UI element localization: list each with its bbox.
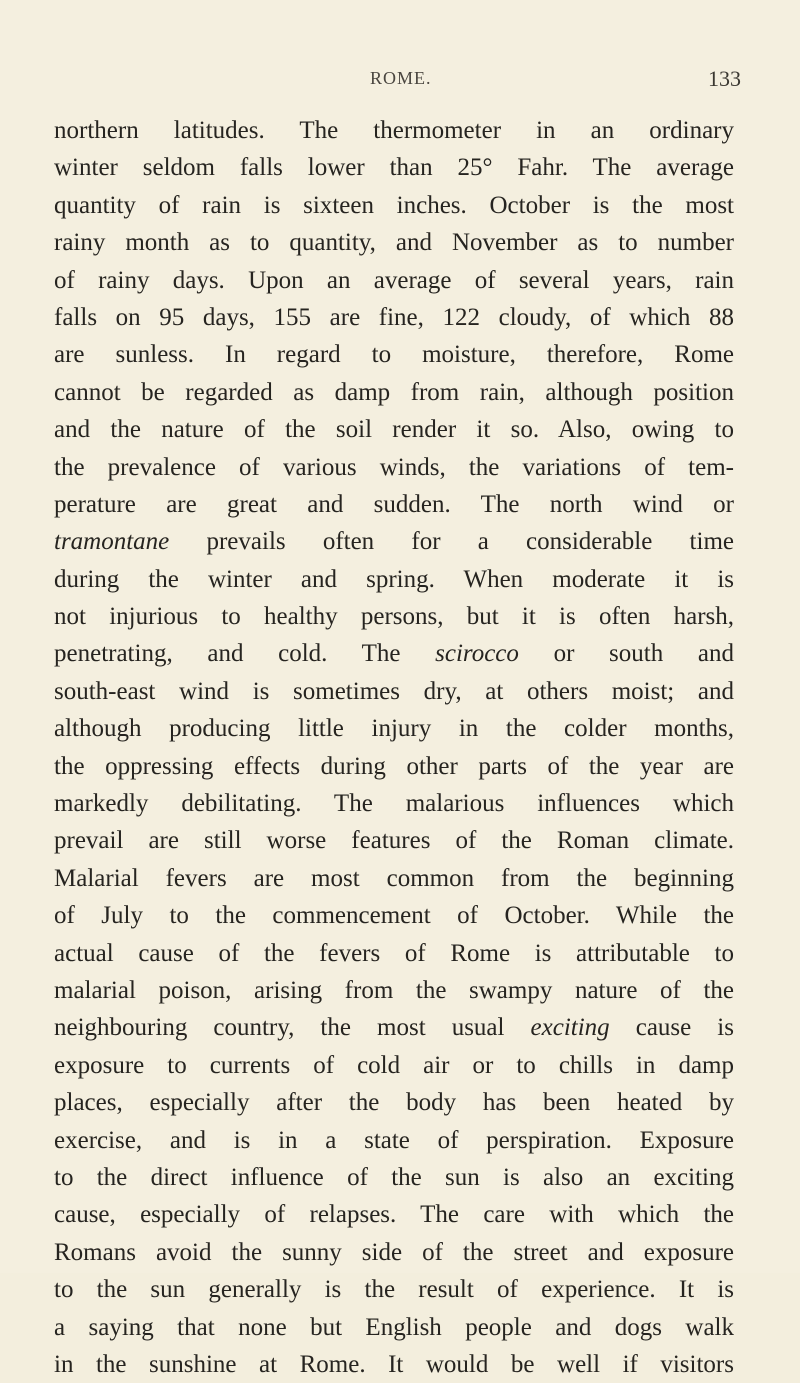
- text-line: and the nature of the soil render it so. Also, owing to: [54, 416, 734, 444]
- text-line: perature are great and sudden. The north wind or: [54, 490, 734, 518]
- text-line: the prevalence of various winds, the variations of tem-: [54, 453, 734, 481]
- text-line: south-east wind is sometimes dry, at others moist; and: [54, 677, 734, 705]
- text-line: winter seldom falls lower than 25° Fahr. The average: [54, 154, 734, 182]
- text-line: not injurious to healthy persons, but it is often harsh,: [54, 603, 734, 631]
- text-line: cause, especially of relapses. The care with which the: [54, 1201, 734, 1229]
- running-title: ROME.: [370, 68, 432, 88]
- italic-term: exciting: [530, 1014, 610, 1042]
- text-line: places, especially after the body has been heated by: [54, 1089, 734, 1117]
- text-line: falls on 95 days, 155 are fine, 122 cloudy, of which 88: [54, 303, 734, 331]
- text-line: markedly debilitating. The malarious influences which: [54, 790, 734, 818]
- text-line: [54, 523, 734, 560]
- text-line: cannot be regarded as damp from rain, although position: [54, 378, 734, 406]
- text-line: prevail are still worse features of the Roman climate.: [54, 827, 734, 855]
- line-start: penetrating, and cold. The: [54, 640, 436, 668]
- body-paragraph: [54, 112, 734, 1383]
- page-number: 133: [708, 66, 741, 91]
- text-line: to the sun generally is the result of experience. It is: [54, 1276, 734, 1304]
- line-start: neighbouring country, the most usual: [54, 1014, 531, 1042]
- text-line: Malarial fevers are most common from the beginning: [54, 864, 734, 892]
- text-line: are sunless. In regard to moisture, therefore, Rome: [54, 341, 734, 369]
- text-line: during the winter and spring. When moderate it is: [54, 565, 734, 593]
- line-rest: or south and: [518, 640, 734, 668]
- text-line: of rainy days. Upon an average of several years, rain: [54, 266, 734, 294]
- italic-term: tramontane: [54, 528, 170, 556]
- italic-term: scirocco: [435, 640, 519, 668]
- text-line: although producing little injury in the colder months,: [54, 715, 734, 743]
- text-line: northern latitudes. The thermometer in an ordinary: [54, 117, 734, 144]
- running-head: [0, 68, 800, 94]
- text-line: a saying that none but English people and dogs walk: [54, 1313, 734, 1341]
- text-line: [54, 1009, 734, 1046]
- text-line: malarial poison, arising from the swampy nature of the: [54, 976, 734, 1004]
- text-line: Romans avoid the sunny side of the street and exposure: [54, 1238, 734, 1266]
- text-line: rainy month as to quantity, and November as to number: [54, 229, 734, 257]
- line-rest: prevails often for a considerable time: [169, 528, 734, 556]
- text-line: to the direct influence of the sun is also an exciting: [54, 1163, 734, 1191]
- text-line: the oppressing effects during other parts of the year are: [54, 752, 734, 780]
- text-line: actual cause of the fevers of Rome is attributable to: [54, 939, 734, 967]
- text-line: exposure to currents of cold air or to chills in damp: [54, 1051, 734, 1079]
- text-line: of July to the commencement of October. While the: [54, 902, 734, 930]
- text-line: quantity of rain is sixteen inches. October is the most: [54, 191, 734, 219]
- line-rest: cause is: [609, 1014, 734, 1042]
- text-line: [54, 635, 734, 672]
- text-line: exercise, and is in a state of perspiration. Exposure: [54, 1126, 734, 1154]
- text-line: in the sunshine at Rome. It would be well if visitors: [54, 1350, 734, 1378]
